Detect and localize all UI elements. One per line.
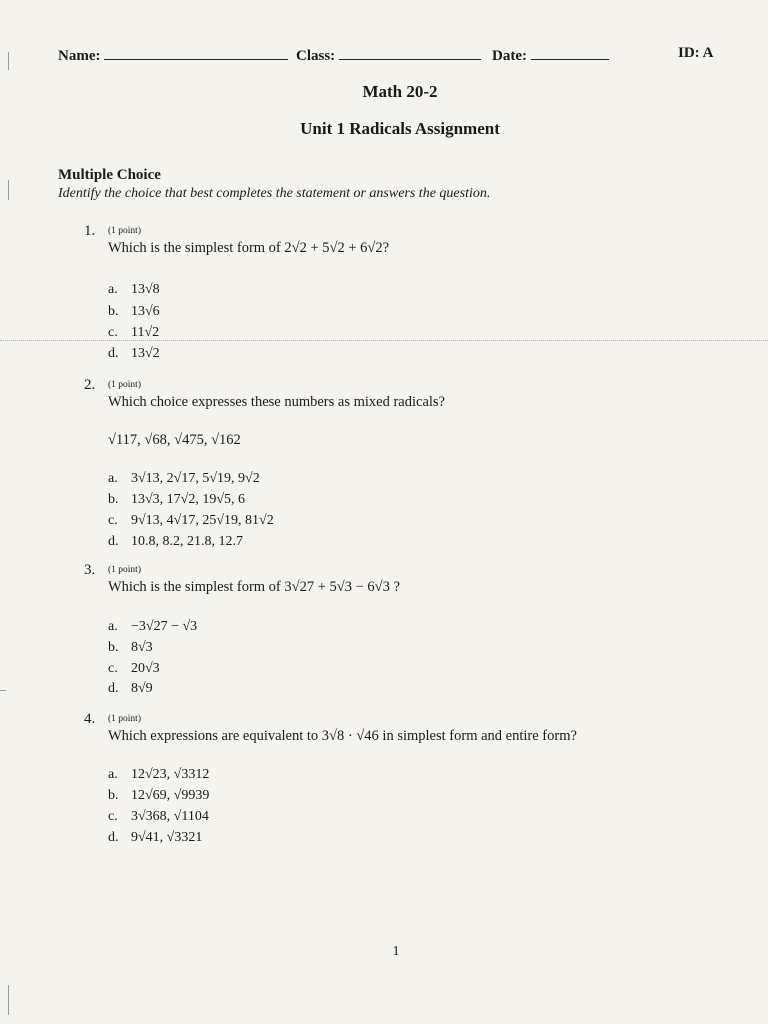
option-letter: a. (108, 767, 118, 782)
option-letter: b. (108, 640, 119, 655)
option-text: 13√2 (131, 346, 160, 361)
option-text: −3√27 − √3 (131, 619, 198, 634)
question-points: (1 point) (108, 380, 141, 390)
option-text: 13√8 (131, 282, 160, 297)
date-label: Date: (492, 48, 527, 64)
option-letter: a. (108, 471, 118, 486)
question-points: (1 point) (108, 714, 141, 724)
option-a[interactable] (108, 471, 260, 487)
option-text: 12√69, √9939 (131, 788, 210, 803)
question-number: 1. (84, 223, 96, 239)
class-field[interactable] (296, 45, 481, 65)
option-text: 3√368, √1104 (131, 809, 209, 824)
option-c[interactable] (108, 661, 160, 677)
question-text: Which is the simplest form of 2√2 + 5√2 + 6√2? (108, 240, 390, 256)
option-d[interactable] (108, 830, 202, 846)
option-letter: c. (108, 325, 118, 340)
date-blank[interactable] (531, 45, 609, 60)
option-letter: a. (108, 282, 118, 297)
option-b[interactable] (108, 492, 245, 508)
question-number: 3. (84, 562, 96, 578)
id-label: ID: A (678, 45, 714, 61)
scan-mark (0, 690, 6, 691)
option-text: 12√23, √3312 (131, 767, 210, 782)
option-d[interactable] (108, 681, 153, 697)
option-letter: b. (108, 492, 119, 507)
option-c[interactable] (108, 325, 159, 341)
assignment-title: Unit 1 Radicals Assignment (300, 119, 500, 138)
question-points: (1 point) (108, 226, 141, 236)
option-letter: d. (108, 534, 119, 549)
option-text: 13√6 (131, 304, 160, 319)
scan-mark (8, 180, 9, 200)
question-text: Which expressions are equivalent to 3√8 · √46 in simplest form and entire form? (108, 728, 577, 744)
name-blank[interactable] (104, 45, 288, 60)
option-text: 10.8, 8.2, 21.8, 12.7 (131, 534, 243, 549)
option-letter: c. (108, 809, 118, 824)
option-a[interactable] (108, 282, 160, 298)
question-expression: √117, √68, √475, √162 (108, 432, 241, 448)
option-letter: d. (108, 681, 119, 696)
option-text: 9√13, 4√17, 25√19, 81√2 (131, 513, 274, 528)
option-text: 11√2 (131, 325, 160, 340)
option-a[interactable] (108, 619, 197, 635)
option-b[interactable] (108, 788, 209, 804)
header-row (0, 45, 768, 67)
question-text: Which choice expresses these numbers as mixed radicals? (108, 394, 445, 410)
date-field[interactable] (492, 45, 609, 65)
name-field[interactable] (58, 45, 288, 65)
option-b[interactable] (108, 640, 153, 656)
class-label: Class: (296, 48, 336, 64)
option-letter: b. (108, 788, 119, 803)
class-blank[interactable] (339, 45, 481, 60)
option-d[interactable] (108, 346, 160, 362)
option-d[interactable] (108, 534, 243, 550)
option-c[interactable] (108, 809, 209, 825)
question-points: (1 point) (108, 565, 141, 575)
option-letter: d. (108, 830, 119, 845)
question-text: Which is the simplest form of 3√27 + 5√3 − 6√3 ? (108, 579, 400, 595)
option-letter: c. (108, 513, 118, 528)
option-a[interactable] (108, 767, 209, 783)
question-number: 4. (84, 711, 96, 727)
option-text: 8√3 (131, 640, 153, 655)
option-letter: b. (108, 304, 119, 319)
page-number: 1 (392, 944, 400, 959)
section-instructions: Identify the choice that best completes the statement or answers the question. (58, 186, 491, 201)
option-text: 13√3, 17√2, 19√5, 6 (131, 492, 246, 507)
course-title: Math 20-2 (362, 82, 438, 101)
option-text: 8√9 (131, 681, 153, 696)
option-text: 20√3 (131, 661, 160, 676)
option-text: 9√41, √3321 (131, 830, 203, 845)
option-text: 3√13, 2√17, 5√19, 9√2 (131, 471, 260, 486)
scan-mark (8, 985, 9, 1015)
option-letter: c. (108, 661, 118, 676)
option-letter: d. (108, 346, 119, 361)
option-c[interactable] (108, 513, 274, 529)
option-letter: a. (108, 619, 118, 634)
question-number: 2. (84, 377, 96, 393)
option-b[interactable] (108, 304, 160, 320)
section-heading: Multiple Choice (58, 167, 161, 183)
name-label: Name: (58, 48, 101, 64)
